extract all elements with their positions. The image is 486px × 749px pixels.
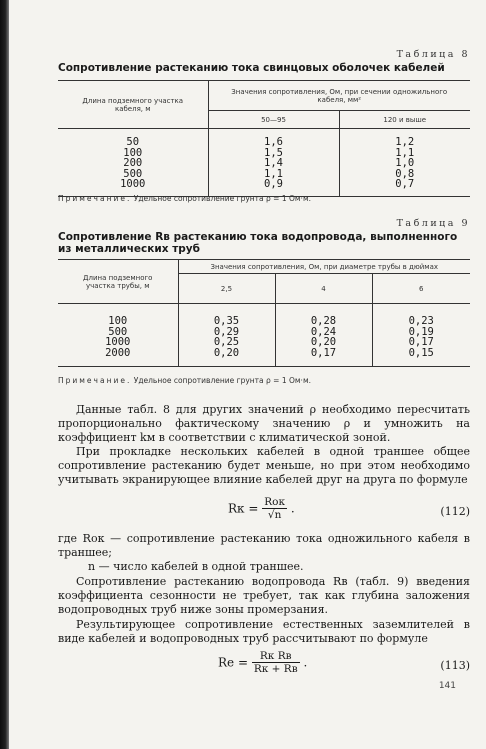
formula-113 — [58, 650, 470, 684]
table-cell: 0,19 — [408, 325, 434, 338]
formula-113-number: (113) — [440, 659, 470, 672]
table9-title: Сопротивление Rв растеканию тока водопровода, выполненного из металлических труб — [58, 231, 458, 255]
formula-112-number: (112) — [440, 505, 470, 518]
table-cell: 1000 — [120, 178, 146, 190]
book-spine-shadow — [0, 0, 9, 749]
table-cell: 50 — [126, 136, 140, 148]
page-number: 141 — [438, 681, 456, 691]
table8 — [58, 80, 470, 197]
table9-note — [58, 376, 311, 385]
formula-112-fraction — [262, 496, 287, 522]
table-cell: 0,9 — [264, 178, 283, 190]
formula-113-numerator: Rк Rв — [252, 650, 300, 663]
table8-subheader-2: 120 и выше — [339, 111, 470, 129]
table9-values-column-3 — [372, 304, 470, 367]
table-cell: 100 — [123, 146, 143, 159]
table-cell: 1,1 — [264, 167, 283, 180]
table-cell: 1,0 — [395, 157, 415, 169]
formula-112-lhs: Rк = — [228, 501, 259, 516]
table-cell: 0,25 — [213, 336, 240, 348]
table9-length-column — [58, 304, 178, 367]
paragraph-4: Результирующее сопротивление естественных заземлителей в виде кабелей и водопроводных труб рассчитывают по формуле — [58, 618, 470, 645]
table-cell: 0,20 — [213, 346, 240, 359]
table9-subheader-1: 2,5 — [178, 274, 275, 304]
table8-header-values: Значения сопротивления, Ом, при сечении одножильного кабеля, мм² — [208, 81, 470, 111]
table8-note-text: Удельное сопротивление грунта ρ = 1 Ом·м. — [133, 194, 311, 203]
table-cell: 0,8 — [395, 167, 415, 180]
table-cell: 2000 — [105, 346, 131, 359]
formula-113-denominator: Rк + Rв — [253, 663, 298, 675]
table-cell: 0,28 — [310, 315, 337, 327]
table-cell: 1000 — [105, 336, 131, 348]
table8-subheader-1: 50—95 — [208, 111, 339, 129]
table-cell: 0,15 — [408, 346, 434, 359]
table-cell: 1,6 — [264, 136, 283, 148]
formula-113-fraction — [252, 650, 300, 676]
formula-113-dot: . — [303, 655, 308, 670]
table-cell: 0,24 — [310, 325, 337, 338]
table9-subheader-3: 6 — [372, 274, 470, 304]
paragraph-3: Сопротивление растеканию водопровода Rв (табл. 9) введения коэффициента сезонности не требует, так как глубина заложения водопроводных труб ниже зоны промерзания. — [58, 575, 470, 616]
formula-112-numerator: Rок — [264, 496, 286, 508]
paragraph-1: Данные табл. 8 для других значений ρ необходимо пересчитать пропорционально фактическому значению ρ и умножить на коэффициент kм в соответствии с климатической зоной. — [58, 403, 470, 444]
table8-label: Таблица 8 — [396, 49, 470, 60]
table9-note-text: Удельное сопротивление грунта ρ = 1 Ом·м. — [133, 376, 311, 385]
table9-values-column-2 — [275, 304, 372, 367]
table8-values-column-1 — [208, 129, 339, 197]
table9-note-lead: Примечание. — [58, 376, 132, 385]
formula-112-where-1: где Rок — сопротивление растеканию тока одножильного кабеля в траншее; — [58, 532, 470, 559]
formula-112-denominator: √n — [267, 509, 282, 521]
table-cell: 0,17 — [408, 336, 434, 348]
formula-112-dot: . — [290, 501, 295, 516]
table-cell: 500 — [108, 325, 128, 338]
table8-header-length: Длина подземного участка кабеля, м — [58, 81, 208, 129]
table8-values-column-2 — [339, 129, 470, 197]
table-cell: 1,5 — [264, 146, 283, 159]
table-cell: 1,1 — [395, 146, 415, 159]
table8-title: Сопротивление растеканию тока свинцовых оболочек кабелей — [58, 62, 445, 74]
table-cell: 1,4 — [264, 157, 283, 169]
table9 — [58, 259, 470, 367]
table-cell: 100 — [108, 315, 128, 327]
table9-header-values: Значения сопротивления, Ом, при диаметре трубы в дюймах — [178, 260, 470, 274]
formula-113-lhs: Rе = — [218, 655, 249, 670]
formula-112-where-2: n — число кабелей в одной траншее. — [88, 560, 304, 573]
table-cell: 0,35 — [213, 315, 240, 327]
table-cell: 0,20 — [310, 336, 337, 348]
table-cell: 1,2 — [395, 136, 415, 148]
table-cell: 0,17 — [310, 346, 337, 359]
table-cell: 200 — [123, 157, 143, 169]
table-cell: 0,29 — [213, 325, 240, 338]
table8-note-lead: Примечание. — [58, 194, 132, 203]
table9-values-column-1 — [178, 304, 275, 367]
table8-note — [58, 194, 311, 203]
table9-label: Таблица 9 — [396, 218, 470, 229]
table-cell: 0,7 — [395, 178, 415, 190]
paragraph-2: При прокладке нескольких кабелей в одной траншее общее сопротивление растеканию будет меньше, но при этом необходимо учитывать экранирующее влияние кабелей друг на друга по формуле — [58, 445, 470, 486]
table8-length-column — [58, 129, 208, 197]
table-cell: 500 — [123, 167, 143, 180]
table9-subheader-2: 4 — [275, 274, 372, 304]
table9-header-length: Длина подземного участка трубы, м — [58, 260, 178, 304]
formula-112 — [58, 496, 470, 530]
table-cell: 0,23 — [408, 315, 434, 327]
